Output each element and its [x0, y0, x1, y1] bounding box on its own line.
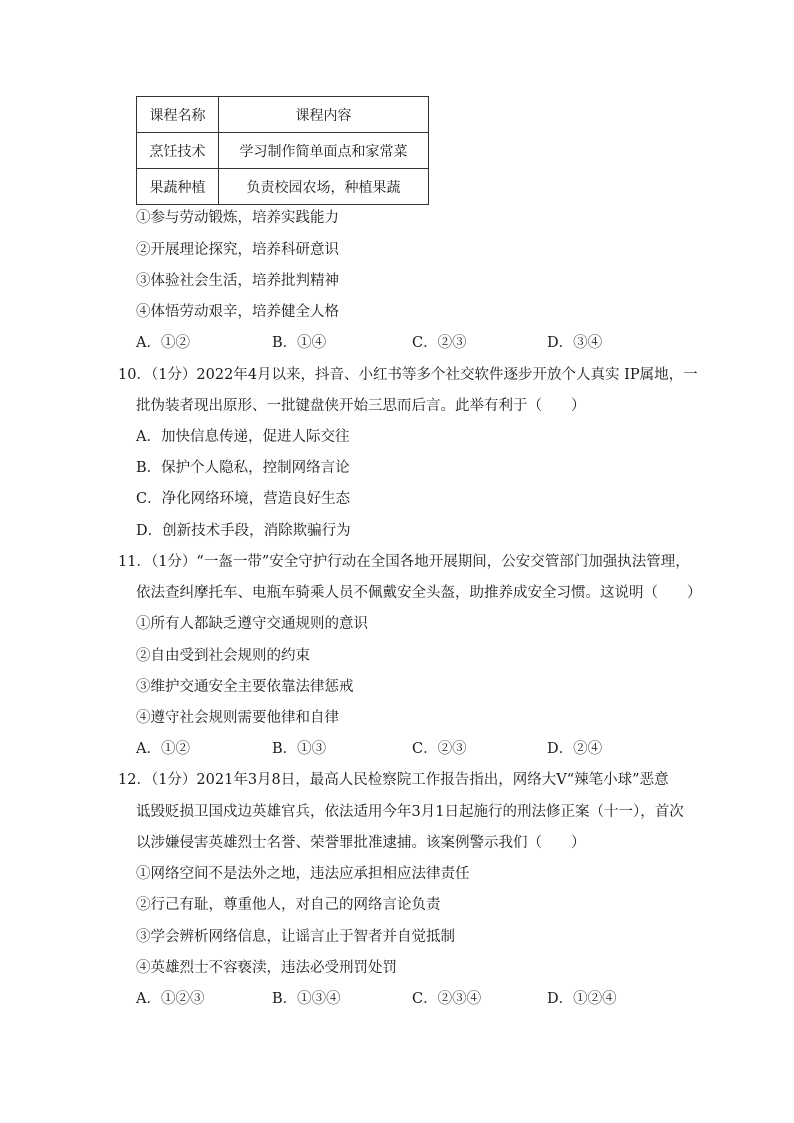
option-b: B．①③④ [272, 991, 341, 1007]
table-header-cell: 课程名称 [137, 97, 219, 133]
q11-options [136, 739, 696, 759]
q12-item: ④英雄烈士不容亵渎，违法必受刑罚处罚 [136, 960, 397, 976]
q9-item: ②开展理论探究，培养科研意识 [136, 242, 339, 258]
q9-item: ④体悟劳动艰辛，培养健全人格 [136, 304, 339, 320]
course-table [136, 96, 429, 205]
q10-stem-line: 10．（1分）2022年4月以来，抖音、小红书等多个社交软件逐步开放个人真实 IP属地，一 [118, 367, 698, 383]
table-cell: 学习制作简单面点和家常菜 [219, 133, 429, 169]
table-cell: 烹饪技术 [137, 133, 219, 169]
q12-item: ③学会辨析网络信息，让谣言止于智者并自觉抵制 [136, 929, 455, 945]
q9-item: ③体验社会生活，培养批判精神 [136, 273, 339, 289]
option-a: A．①②③ [136, 991, 205, 1007]
table-cell: 负责校园农场，种植果蔬 [219, 169, 429, 205]
table-header-cell: 课程内容 [219, 97, 429, 133]
option-c: C．②③④ [412, 991, 482, 1007]
table-cell: 果蔬种植 [137, 169, 219, 205]
option-a: A．①② [136, 741, 190, 757]
q12-stem-line: 12．（1分）2021年3月8日，最高人民检察院工作报告指出，网络大Ⅴ“辣笔小球”恶意 [118, 772, 669, 788]
option-a: A．①② [136, 335, 190, 351]
q11-item: ②自由受到社会规则的约束 [136, 648, 310, 664]
table-row [137, 169, 429, 205]
q10-choice-c: C．净化网络环境，营造良好生态 [136, 491, 351, 507]
q12-stem-line: 诋毁贬损卫国戍边英雄官兵，依法适用今年3月1日起施行的刑法修正案（十一），首次 [136, 804, 684, 820]
option-b: B．①③ [272, 741, 327, 757]
q10-stem-line: 批伪装者现出原形、一批键盘侠开始三思而后言。此举有利于（ ） [136, 398, 586, 414]
q12-item: ①网络空间不是法外之地，违法应承担相应法律责任 [136, 866, 470, 882]
q11-item: ④遵守社会规则需要他律和自律 [136, 710, 339, 726]
q11-item: ①所有人都缺乏遵守交通规则的意识 [136, 616, 368, 632]
q11-stem-line: 依法查纠摩托车、电瓶车骑乘人员不佩戴安全头盔，助推养成安全习惯。这说明（ ） [136, 585, 702, 601]
option-d: D．③④ [547, 335, 603, 351]
option-b: B．①④ [272, 335, 327, 351]
q12-stem-line: 以涉嫌侵害英雄烈士名誉、荣誉罪批准逮捕。该案例警示我们（ ） [136, 835, 586, 851]
q12-item: ②行己有耻，尊重他人，对自己的网络言论负责 [136, 897, 441, 913]
q10-choice-b: B．保护个人隐私，控制网络言论 [136, 460, 350, 476]
option-d: D．②④ [547, 741, 603, 757]
q11-item: ③维护交通安全主要依靠法律惩戒 [136, 679, 354, 695]
option-d: D．①②④ [547, 991, 617, 1007]
q9-options [136, 333, 696, 353]
q9-item: ①参与劳动锻炼，培养实践能力 [136, 210, 339, 226]
table-header-row [137, 97, 429, 133]
q10-choice-d: D．创新技术手段，消除欺骗行为 [136, 523, 351, 539]
q10-choice-a: A．加快信息传递，促进人际交往 [136, 429, 350, 445]
q11-stem-line: 11．（1分）“一盔一带”安全守护行动在全国各地开展期间，公安交管部门加强执法管理， [118, 554, 690, 570]
q12-options [136, 989, 696, 1009]
table-row [137, 133, 429, 169]
option-c: C．②③ [412, 741, 467, 757]
option-c: C．②③ [412, 335, 467, 351]
